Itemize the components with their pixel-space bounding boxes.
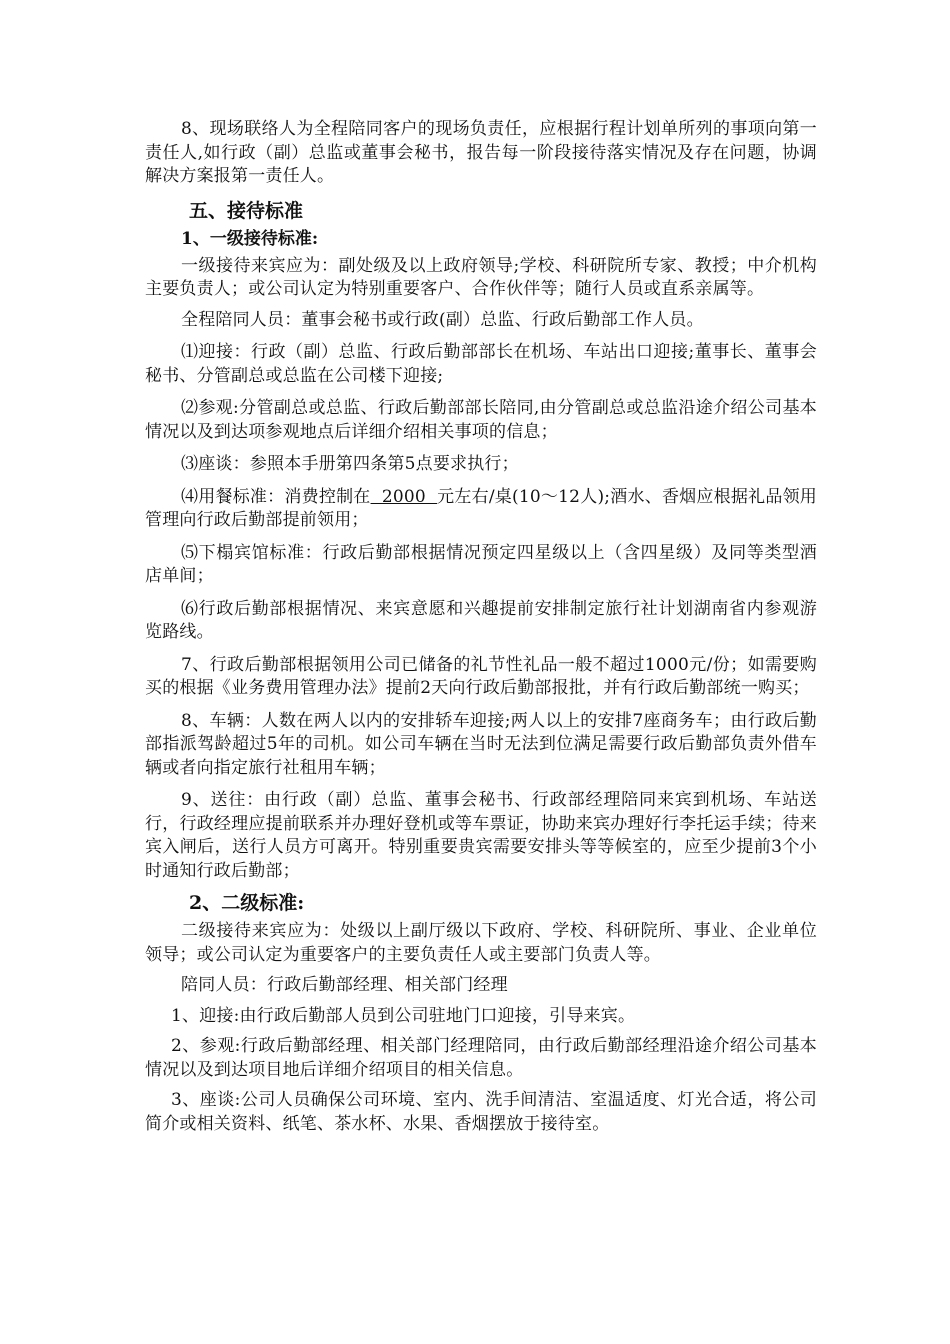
level-2-item-3-paragraph: 3、座谈:公司人员确保公司环境、室内、洗手间清洁、室温适度、灯光合适，将公司简介或相关资料、纸笔、茶水杯、水果、香烟摆放于接待室。 bbox=[145, 1090, 817, 1134]
level-1-item-4-paragraph bbox=[145, 486, 817, 533]
level-1-item-3-paragraph: ⑶座谈：参照本手册第四条第5点要求执行； bbox=[181, 454, 519, 474]
level-1-escort-paragraph: 全程陪同人员：董事会秘书或行政(副）总监、行政后勤部工作人员。 bbox=[181, 309, 704, 330]
level-1-item-9-paragraph: 9、送往：由行政（副）总监、董事会秘书、行政部经理陪同来宾到机场、车站送行，行政经理应提前联系并办理好登机或等车票证，协助来宾办理好行李托运手续；待来宾入闸后，送行人员方可离开。特别重要贵宾需要安排头等等候室的，应至少提前3个小时通知行政后勤部； bbox=[145, 790, 817, 881]
meal-standard-prefix: ⑷用餐标准：消费控制在 bbox=[181, 486, 371, 507]
level-1-item-6-paragraph: ⑹行政后勤部根据情况、来宾意愿和兴趣提前安排制定旅行社计划湖南省内参观游览路线。 bbox=[145, 598, 817, 642]
meal-budget-amount: 2000 bbox=[370, 486, 438, 507]
level-1-item-5-paragraph: ⑸下榻宾馆标准：行政后勤部根据情况预定四星级以上（含四星级）及同等类型酒店单间； bbox=[145, 542, 817, 586]
item-8-paragraph: 8、现场联络人为全程陪同客户的现场负责任，应根据行程计划单所列的事项向第一责任人,如行政（副）总监或董事会秘书，报告每一阶段接待落实情况及存在问题，协调解决方案报第一责任人。 bbox=[145, 119, 817, 186]
document-page bbox=[145, 118, 817, 1136]
level-2-item-1-paragraph: 1、迎接:由行政后勤部人员到公司驻地门口迎接，引导来宾。 bbox=[171, 1005, 636, 1026]
level-1-item-8-paragraph: 8、车辆：人数在两人以内的安排轿车迎接;两人以上的安排7座商务车；由行政后勤部指派驾龄超过5年的司机。如公司车辆在当时无法到位满足需要行政后勤部负责外借车辆或者向指定旅行社租用车辆； bbox=[145, 710, 817, 778]
level-1-item-2-paragraph: ⑵参观:分管副总或总监、行政后勤部部长陪同,由分管副总或总监沿途介绍公司基本情况以及到达项参观地点后详细介绍相关事项的信息； bbox=[145, 398, 817, 442]
level-2-escort-paragraph: 陪同人员：行政后勤部经理、相关部门经理 bbox=[181, 975, 508, 995]
level-1-item-7-paragraph: 7、行政后勤部根据领用公司已储备的礼节性礼品一般不超过1000元/份；如需要购买的根据《业务费用管理办法》提前2天向行政后勤部报批，并有行政后勤部统一购买； bbox=[145, 654, 817, 698]
meal-standard-suffix: 元左右/桌(10～12人);酒水、香烟应根据礼品领用管理向行政后勤部提前领用； bbox=[145, 486, 817, 530]
level-2-guests-paragraph: 二级接待来宾应为：处级以上副厅级以下政府、学校、科研院所、事业、企业单位领导；或公司认定为重要客户的主要负责任人或主要部门负责人等。 bbox=[145, 921, 817, 965]
section-5-heading: 五、接待标准 bbox=[189, 199, 304, 222]
level-1-heading: 1、一级接待标准: bbox=[181, 228, 319, 249]
level-1-item-1-paragraph: ⑴迎接：行政（副）总监、行政后勤部部长在机场、车站出口迎接;董事长、董事会秘书、分管副总或总监在公司楼下迎接; bbox=[145, 342, 817, 386]
level-2-item-2-paragraph: 2、参观:行政后勤部经理、相关部门经理陪同，由行政后勤部经理沿途介绍公司基本情况以及到达项目地后详细介绍项目的相关信息。 bbox=[145, 1036, 817, 1080]
level-1-guests-paragraph: 一级接待来宾应为：副处级及以上政府领导;学校、科研院所专家、教授；中介机构主要负责人；或公司认定为特别重要客户、合作伙伴等；随行人员或直系亲属等。 bbox=[145, 255, 817, 299]
level-2-heading: 2、二级标准: bbox=[189, 892, 305, 914]
